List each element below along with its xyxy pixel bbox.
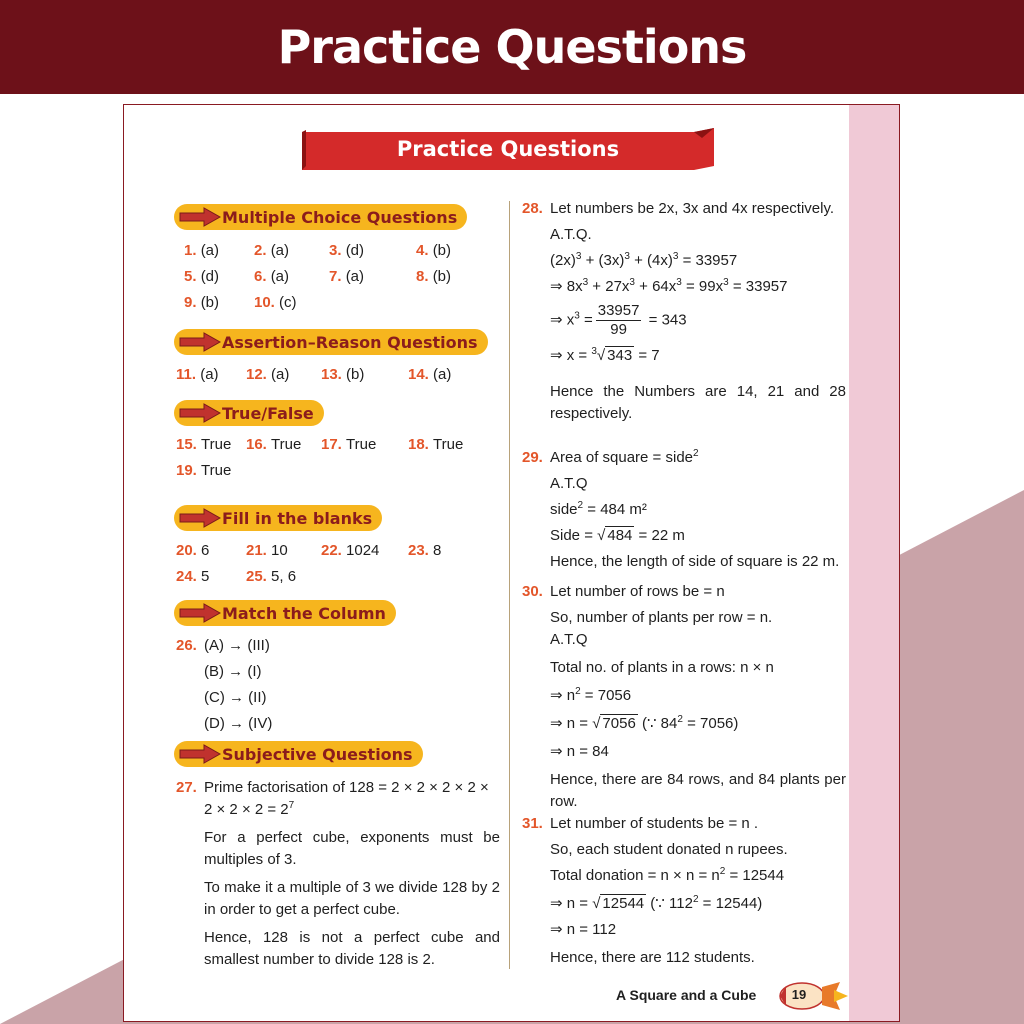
answer-value: 1024 [346,542,380,559]
match-row: (B) → (I) [204,663,262,680]
answer-item [176,460,231,482]
question-number: 18. [408,436,434,453]
section-title: Subjective Questions [222,744,413,764]
answer-item [321,540,379,562]
answer-value: (b) [432,242,452,259]
section-header-fill-blanks [174,505,382,531]
q29-line: A.T.Q [550,475,588,492]
q29-solution [550,447,846,573]
section-title: Fill in the blanks [222,508,373,528]
answer-value: (d) [345,242,365,259]
question-number: 10. [254,294,280,311]
q28-line: A.T.Q. [550,226,592,243]
answer-value: 5 [201,568,210,585]
answer-item [246,364,289,386]
question-number: 21. [246,542,272,559]
question-number: 16. [246,436,272,453]
q31-line: So, each student donated n rupees. [550,841,788,858]
question-number: 8. [416,268,433,285]
answer-value: 10 [271,542,288,559]
section-header-subjective [174,741,423,767]
q27-paragraph: For a perfect cube, exponents must be multiples of 3. [204,829,500,868]
chapter-title: A Square and a Cube [616,987,757,1003]
q28-line: Let numbers be 2x, 3x and 4x respectively. [550,200,835,217]
answer-item [329,240,364,262]
q28-fraction-line: ⇒ $x^3$ = $\frac{33957}{99}$ = 343 [550,302,687,338]
answer-value: 8 [433,542,442,559]
section-header-match-column [174,600,396,626]
q26-number: 26. [176,637,197,654]
answer-item [254,266,289,288]
q30-solution [550,581,846,813]
radical-sign: √ [596,347,606,364]
q27-solution [204,777,500,971]
answer-item [246,540,288,562]
section-header-assertion-reason [174,329,488,355]
radical-sign: √ [592,715,601,732]
question-number: 12. [246,366,272,383]
question-number: 15. [176,436,202,453]
answer-item [408,540,441,562]
answer-item [184,240,219,262]
answer-item [408,434,463,456]
pink-margin-strip [849,105,899,1021]
answer-item [416,240,451,262]
question-number: 19. [176,462,202,479]
arrow-icon [178,508,222,528]
match-row: (C) → (II) [204,689,267,706]
q31-conclusion: Hence, there are 112 students. [550,949,755,966]
answer-value: 5, 6 [271,568,297,585]
question-number: 20. [176,542,202,559]
q30-conclusion: Hence, there are 84 rows, and 84 plants per row. [550,771,846,810]
question-number: 13. [321,366,347,383]
answer-item [321,434,376,456]
answer-value: (c) [279,294,297,311]
question-number: 1. [184,242,201,259]
radical-sign: √ [592,895,601,912]
q30-line: ⇒ n = √ 7056 (∵ $84^2 = 7056$) [550,714,739,732]
section-header-true-false [174,400,324,426]
answer-item [254,240,289,262]
answer-value: 6 [201,542,210,559]
answer-item [184,292,219,314]
q31-line: Let number of students be = n . [550,815,759,832]
section-title: Match the Column [222,603,386,623]
q30-line: Total no. of plants in a rows: n × n [550,659,774,676]
answer-item [246,566,296,588]
match-row: (A) → (III) [204,637,270,654]
answer-item [176,364,219,386]
question-number: 22. [321,542,347,559]
q30-line: ⇒ $n^2 = 7056$ [550,686,632,704]
question-number: 11. [176,366,201,383]
question-number: 23. [408,542,434,559]
answer-value: (a) [345,268,365,285]
q27-paragraph: To make it a multiple of 3 we divide 128 by 2 in order to get a perfect cube. [204,879,500,918]
answer-value: (a) [270,268,290,285]
answer-item [176,434,231,456]
q31-line: ⇒ n = √ 12544 (∵ $112^2 = 12544$) [550,894,763,912]
q29-line: Side = √ 484 = 22 m [550,527,685,544]
answer-item [176,566,209,588]
answer-value: (a) [271,366,290,383]
q29-line: Area of square = side$^2$ [550,448,699,466]
banner-title: Practice Questions [277,20,747,74]
answer-value: (b) [200,294,220,311]
question-number: 24. [176,568,202,585]
answer-value: (b) [346,366,365,383]
answer-value: (a) [270,242,290,259]
q27-paragraph: Hence, 128 is not a perfect cube and smallest number to divide 128 is 2. [204,929,500,968]
answer-value: (b) [432,268,452,285]
answer-item [408,364,451,386]
answer-item [254,292,297,314]
ribbon-title: Practice Questions [396,137,620,161]
answer-value: (a) [200,366,219,383]
answer-value: (d) [200,268,220,285]
arrow-icon [178,744,222,764]
q30-line: A.T.Q [550,631,588,648]
question-number: 4. [416,242,433,259]
fraction: $\frac{33957}{99}$ [597,302,640,338]
q29-number: 29. [522,449,543,466]
answer-value: True [346,436,377,453]
top-banner [0,0,1024,94]
q30-line: ⇒ n = 84 [550,743,609,760]
radical-sign: √ [597,527,606,544]
arrow-icon [178,603,222,623]
q29-conclusion: Hence, the length of side of square is 22 m. [550,553,840,570]
answer-value: True [201,462,232,479]
arrow-icon [178,207,222,227]
q28-conclusion: Hence the Numbers are 14, 21 and 28 respectively. [550,383,846,422]
answer-value: True [271,436,302,453]
q28-equation: ⇒ $8x^3 + 27x^3 + 64x^3 = 99x^3 = 33957$ [550,277,788,295]
q28-cuberoot-line: ⇒ x = $^3$√ 343 = 7 [550,346,660,364]
answer-item [321,364,364,386]
question-number: 6. [254,268,271,285]
q27-number: 27. [176,779,197,796]
q30-line: So, number of plants per row = n. [550,609,773,626]
section-title: True/False [222,403,314,423]
match-row: (D) → (IV) [204,715,273,732]
question-number: 25. [246,568,272,585]
answer-item [329,266,364,288]
section-title: Assertion–Reason Questions [222,332,478,352]
question-number: 17. [321,436,347,453]
q30-number: 30. [522,583,543,600]
q31-line: ⇒ n = 112 [550,921,617,938]
q31-line: Total donation = $n \times n = n^2 = 12544$ [550,866,785,884]
q28-solution [550,198,846,425]
answer-item [416,266,451,288]
question-number: 9. [184,294,201,311]
q31-number: 31. [522,815,543,832]
question-number: 2. [254,242,271,259]
answer-value: True [433,436,464,453]
arrow-icon [178,403,222,423]
answer-value: (a) [433,366,452,383]
q28-equation: $(2x)^3 + (3x)^3 + (4x)^3 = 33957$ [550,251,738,269]
answer-item [176,540,209,562]
q29-line: side$^2$ = 484 m² [550,500,647,518]
column-divider [509,201,510,969]
arrow-icon [178,332,222,352]
answer-item [184,266,219,288]
q31-solution [550,813,846,969]
answer-value: True [201,436,232,453]
answer-item [246,434,301,456]
section-title: Multiple Choice Questions [222,207,458,227]
question-number: 3. [329,242,346,259]
q27-line: Prime factorisation of 128 = 2 × 2 × 2 × 2 × [204,779,489,796]
answer-value: (a) [200,242,220,259]
question-number: 7. [329,268,346,285]
q28-number: 28. [522,200,543,217]
question-number: 5. [184,268,201,285]
worksheet-page [123,104,900,1022]
q30-line: Let number of rows be = n [550,583,725,600]
page-number: 19 [791,987,807,1002]
section-header-mcq [174,204,467,230]
question-number: 14. [408,366,434,383]
q27-line: $2 \times 2 \times 2 = 2^7$ [204,800,295,818]
